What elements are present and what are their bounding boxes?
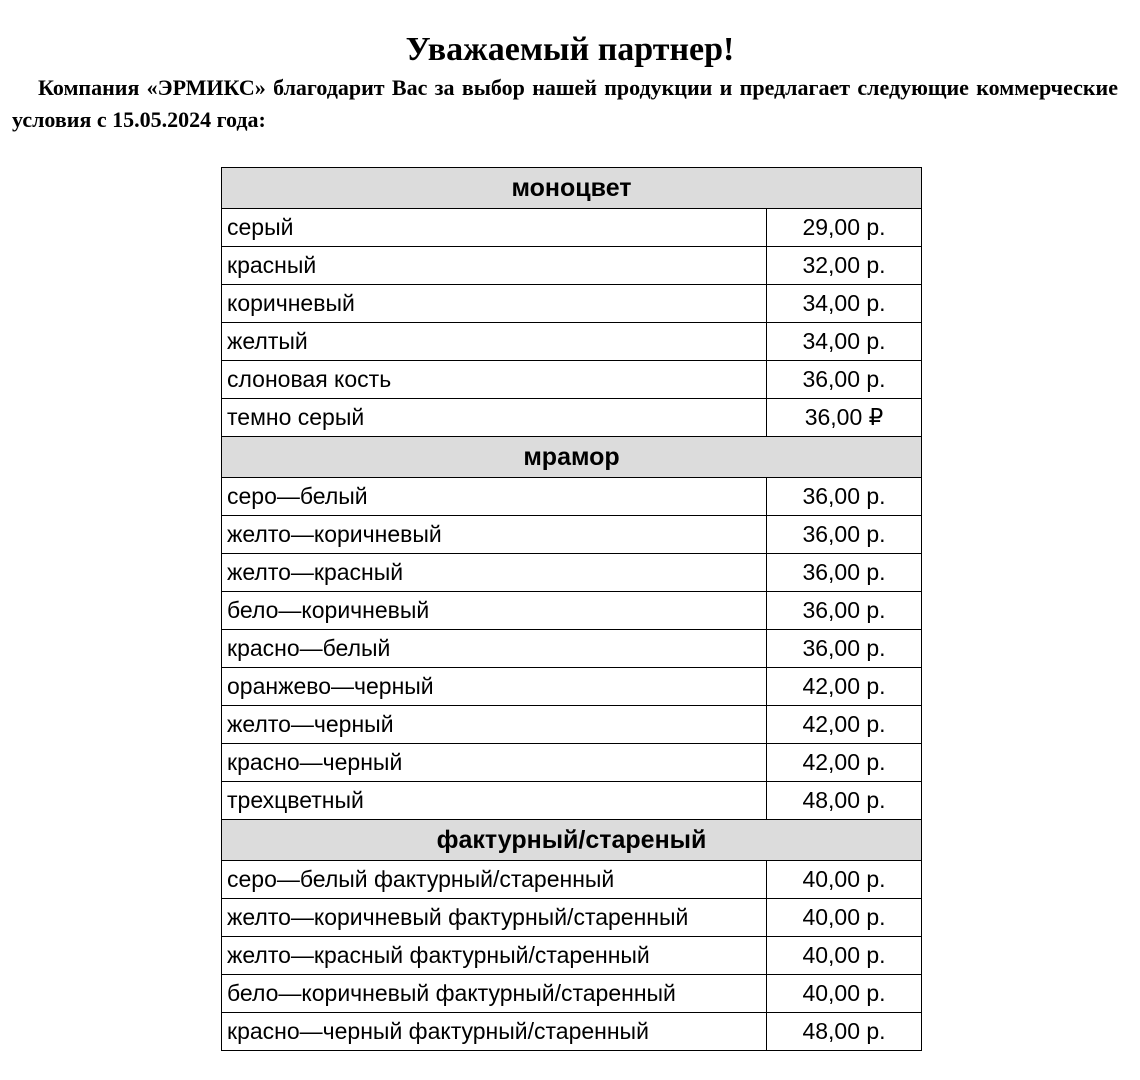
product-price: 36,00 р. <box>767 630 922 668</box>
table-row <box>222 399 922 437</box>
section-header-row-monocolor <box>222 168 922 209</box>
page-title: Уважаемый партнер! <box>405 31 735 68</box>
section-header-row-textured <box>222 820 922 861</box>
table-row <box>222 861 922 899</box>
product-name: красно—белый <box>222 630 767 668</box>
product-name: бело—коричневый <box>222 592 767 630</box>
product-price: 36,00 р. <box>767 478 922 516</box>
product-price: 40,00 р. <box>767 975 922 1013</box>
product-price: 29,00 р. <box>767 209 922 247</box>
section-header-row-marble <box>222 437 922 478</box>
product-name: желто—красный фактурный/старенный <box>222 937 767 975</box>
price-table <box>221 167 922 1051</box>
product-price: 48,00 р. <box>767 782 922 820</box>
table-row <box>222 630 922 668</box>
table-row <box>222 1013 922 1051</box>
section-title: мрамор <box>222 437 922 478</box>
product-price: 36,00 р. <box>767 516 922 554</box>
table-row <box>222 247 922 285</box>
table-row <box>222 782 922 820</box>
table-row <box>222 554 922 592</box>
section-title: фактурный/стареный <box>222 820 922 861</box>
product-name: слоновая кость <box>222 361 767 399</box>
product-price: 36,00 р. <box>767 592 922 630</box>
table-row <box>222 209 922 247</box>
product-name: серо—белый <box>222 478 767 516</box>
table-row <box>222 899 922 937</box>
product-price: 40,00 р. <box>767 937 922 975</box>
product-name: красный <box>222 247 767 285</box>
product-name: серо—белый фактурный/старенный <box>222 861 767 899</box>
product-price: 34,00 р. <box>767 285 922 323</box>
product-name: трехцветный <box>222 782 767 820</box>
product-name: красно—черный <box>222 744 767 782</box>
product-price: 42,00 р. <box>767 706 922 744</box>
product-name: темно серый <box>222 399 767 437</box>
product-price: 36,00 р. <box>767 361 922 399</box>
product-name: серый <box>222 209 767 247</box>
product-name: бело—коричневый фактурный/старенный <box>222 975 767 1013</box>
table-row <box>222 706 922 744</box>
product-price: 32,00 р. <box>767 247 922 285</box>
table-row <box>222 937 922 975</box>
table-row <box>222 361 922 399</box>
product-name: коричневый <box>222 285 767 323</box>
product-price: 36,00 ₽ <box>767 399 922 437</box>
product-price: 48,00 р. <box>767 1013 922 1051</box>
product-price: 34,00 р. <box>767 323 922 361</box>
table-row <box>222 516 922 554</box>
product-name: красно—черный фактурный/старенный <box>222 1013 767 1051</box>
table-row <box>222 592 922 630</box>
table-row <box>222 478 922 516</box>
product-name: желто—коричневый <box>222 516 767 554</box>
product-name: оранжево—черный <box>222 668 767 706</box>
product-price: 40,00 р. <box>767 861 922 899</box>
table-row <box>222 285 922 323</box>
intro-paragraph: Компания «ЭРМИКС» благодарит Вас за выбор нашей продукции и предлагает следующие коммерческие условия с 15.05.2024 года: <box>12 75 1118 132</box>
table-row <box>222 975 922 1013</box>
product-price: 42,00 р. <box>767 744 922 782</box>
product-name: желтый <box>222 323 767 361</box>
table-row <box>222 744 922 782</box>
product-price: 42,00 р. <box>767 668 922 706</box>
table-row <box>222 668 922 706</box>
table-row <box>222 323 922 361</box>
product-name: желто—черный <box>222 706 767 744</box>
product-price: 40,00 р. <box>767 899 922 937</box>
product-name: желто—коричневый фактурный/старенный <box>222 899 767 937</box>
product-price: 36,00 р. <box>767 554 922 592</box>
section-title: моноцвет <box>222 168 922 209</box>
product-name: желто—красный <box>222 554 767 592</box>
